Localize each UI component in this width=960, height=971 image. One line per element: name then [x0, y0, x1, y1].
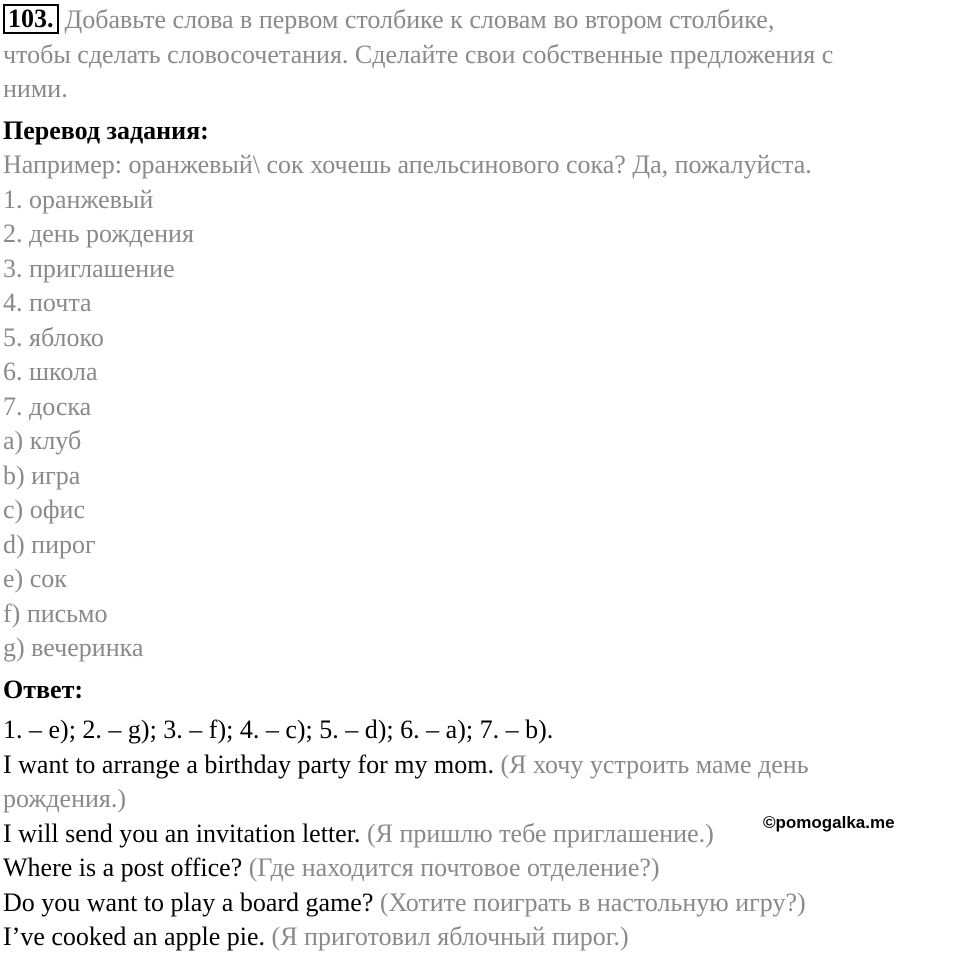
- task-number: 103.: [3, 4, 59, 34]
- translation-heading: Перевод задания:: [3, 115, 209, 145]
- translation-section: [3, 114, 955, 666]
- sentence-russian: (Я хочу устроить маме день: [500, 749, 809, 779]
- answer-sentence: [3, 748, 955, 783]
- sentence-english: I want to arrange a birthday party for my mom.: [3, 749, 501, 779]
- sentence-english: I’ve cooked an apple pie.: [3, 922, 272, 951]
- list-item: 1. оранжевый: [3, 184, 154, 214]
- sentence-english: Where is a post office?: [3, 853, 249, 882]
- list-item: 7. доска: [3, 391, 92, 421]
- list-item: 3. приглашение: [3, 253, 175, 283]
- sentence-russian: (Я приготовил яблочный пирог.): [271, 922, 629, 951]
- answer-sentence: [3, 886, 955, 921]
- sentence-english: Do you want to play a board game?: [3, 887, 380, 917]
- sentence-russian: (Где находится почтовое отделение?): [248, 853, 660, 882]
- list-item: f) письмо: [3, 598, 108, 628]
- answer-matches: 1. – e); 2. – g); 3. – f); 4. – c); 5. – d); 6. – a); 7. – b).: [3, 715, 554, 744]
- list-item: d) пирог: [3, 529, 96, 559]
- list-item: e) сок: [3, 564, 67, 593]
- list-item: b) игра: [3, 460, 81, 490]
- sentence-russian: рождения.): [3, 784, 127, 813]
- watermark: ©pomogalka.me: [763, 813, 895, 832]
- list-item: 4. почта: [3, 288, 92, 317]
- answer-sentence: [3, 920, 955, 955]
- sentence-english: I will send you an invitation letter.: [3, 818, 367, 848]
- list-item: c) офис: [3, 495, 85, 524]
- list-item: 6. школа: [3, 357, 98, 386]
- translation-example: Например: оранжевый\ сок хочешь апельсинового сока? Да, пожалуйста.: [3, 150, 812, 179]
- task-text-line-1: Добавьте слова в первом столбике к словам во втором столбике,: [64, 5, 775, 34]
- answer-heading: Ответ:: [3, 674, 84, 704]
- list-item: 2. день рождения: [3, 219, 194, 248]
- sentence-russian: (Хотите поиграть в настольную игру?): [379, 887, 806, 917]
- sentence-russian: (Я пришлю тебе приглашение.): [366, 818, 714, 848]
- list-item: a) клуб: [3, 426, 82, 455]
- list-item: 5. яблоко: [3, 322, 104, 352]
- task-text-line-2: чтобы сделать словосочетания. Сделайте свои собственные предложения с: [3, 39, 834, 69]
- list-item: g) вечеринка: [3, 633, 144, 662]
- task-statement: [3, 3, 955, 107]
- answer-sentence: [3, 851, 955, 886]
- task-text-line-3: ними.: [3, 74, 68, 103]
